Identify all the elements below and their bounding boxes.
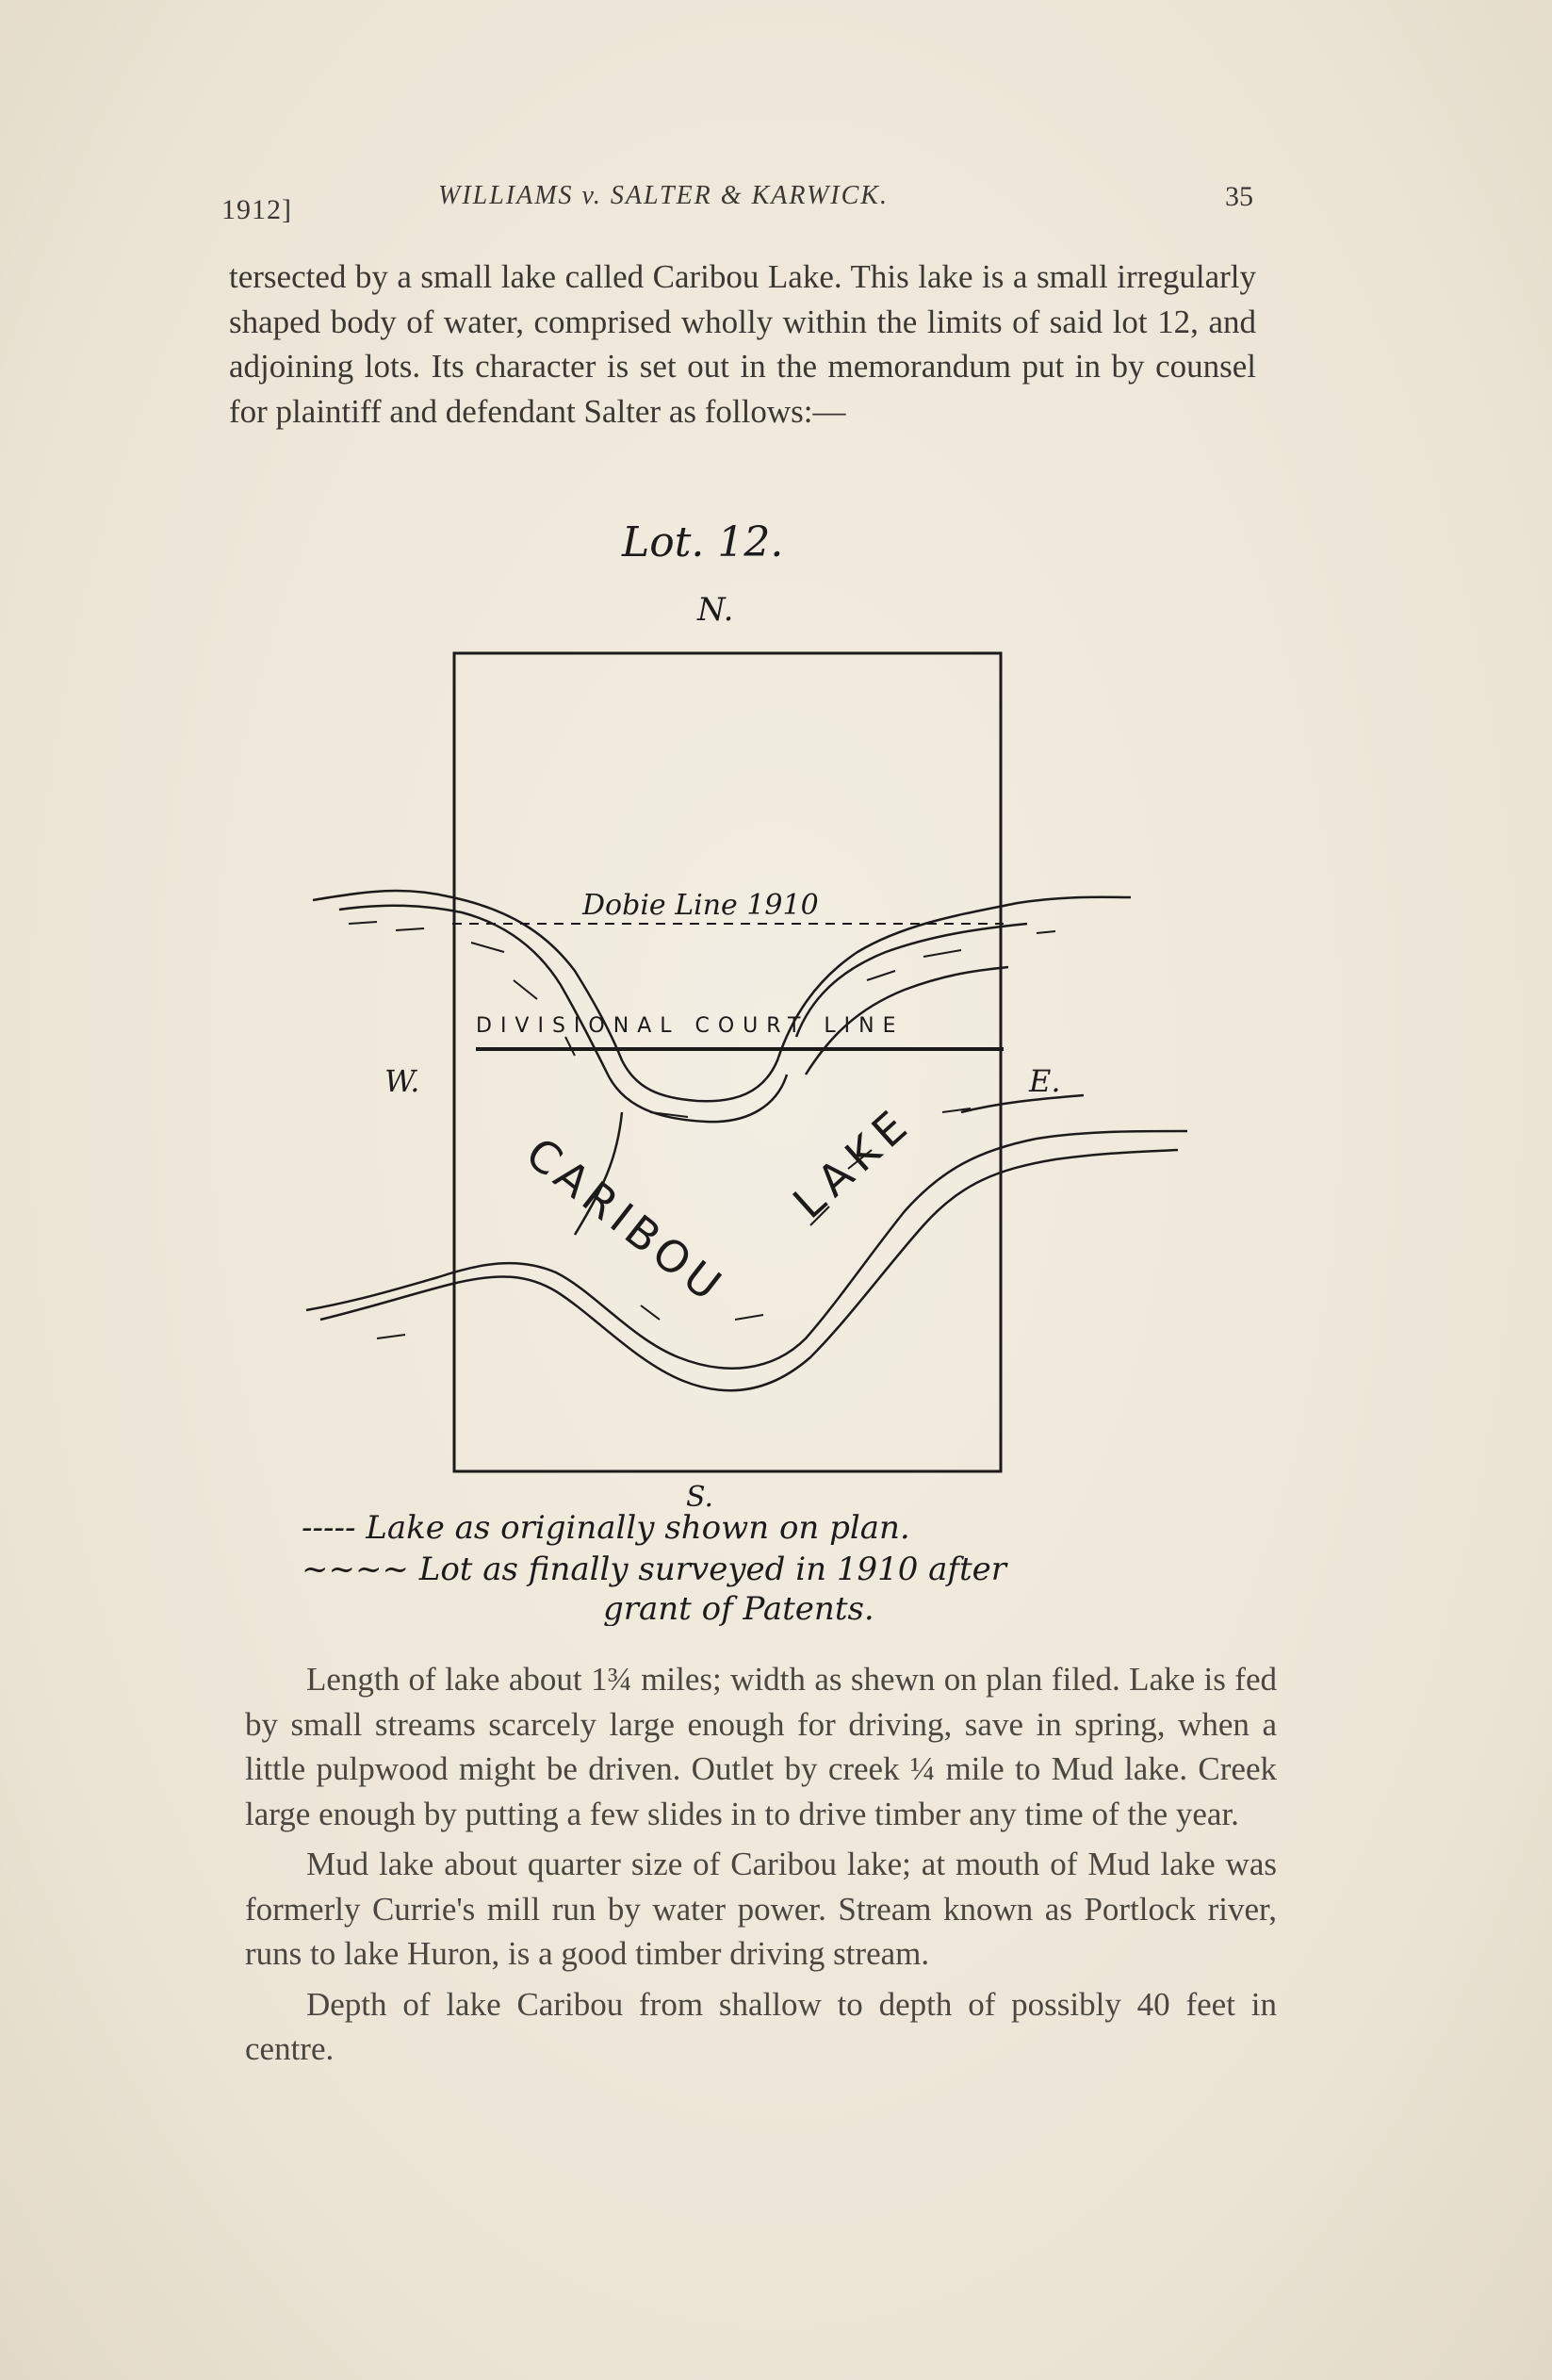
lot-label: Lot. 12.: [622, 518, 784, 566]
description-text: [245, 1657, 1277, 2077]
legend-patents: grant of Patents.: [603, 1590, 874, 1626]
divisional-line-label: DIVISIONAL COURT LINE: [476, 1014, 905, 1038]
dobie-line-label: Dobie Line 1910: [582, 889, 819, 922]
east-label: E.: [1029, 1063, 1061, 1099]
lot-boundary: [454, 653, 1001, 1471]
paragraph-lake-length: Length of lake about 1¾ miles; width as shewn on plan filed. Lake is fed by small streams scarcely large enough for driving, save in spring, when a little pulpwood might be driven. Outlet by creek ¼ mile to Mud lake. Creek large enough by putting a few slides in to drive timber any time of the year.: [245, 1661, 1277, 1832]
header-title: WILLIAMS v. SALTER & KARWICK.: [438, 181, 889, 210]
paragraph-mud-lake: Mud lake about quarter size of Caribou lake; at mouth of Mud lake was formerly Currie's mill run by water power. Stream known as Portlock river, runs to lake Huron, is a good timber driving stream.: [245, 1846, 1277, 1972]
lake-name-part2: LAKE: [783, 1096, 923, 1229]
paragraph-lake-depth: Depth of lake Caribou from shallow to depth of possibly 40 feet in centre.: [245, 1985, 1277, 2067]
map-drawing: [283, 509, 1282, 1626]
lot-12-sketch-map: [283, 509, 1282, 1626]
lake-name: [516, 1096, 922, 1314]
legend-final-survey: ~~~~ Lot as finally surveyed in 1910 after: [302, 1551, 1007, 1588]
intro-paragraph: tersected by a small lake called Caribou Lake. This lake is a small irregularly shaped body of water, comprised wholly within the limits of said lot 12, and adjoining lots. Its character is set out in the memorandum put in by counsel for plaintiff and defendant Salter as follows:—: [229, 258, 1256, 430]
lake-name-part1: CARIBOU: [516, 1127, 735, 1314]
page-number: 35: [1225, 181, 1253, 212]
header-year: 1912]: [221, 194, 292, 225]
running-header: [221, 179, 1253, 226]
north-label: N.: [697, 591, 734, 629]
south-label: S.: [686, 1481, 714, 1514]
legend-original-plan: ----- Lake as originally shown on plan.: [302, 1509, 910, 1547]
lake-shoreline: [306, 891, 1187, 1390]
west-label: W.: [384, 1063, 420, 1099]
map-legend: [302, 1509, 1008, 1626]
